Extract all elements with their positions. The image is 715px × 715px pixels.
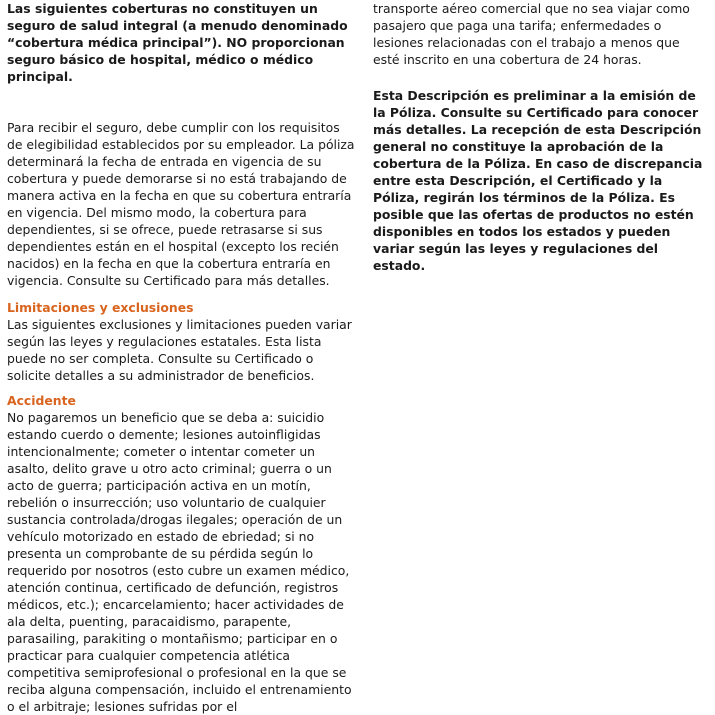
continuation-paragraph: transporte aéreo comercial que no sea viajar como pasajero que paga una tarifa; enfermedades o lesiones relacionadas con el trabajo a menos que esté inscrito en una cobertura de 24 horas. — [373, 1, 690, 67]
right-column — [373, 0, 709, 274]
disclaimer-bold-paragraph: Esta Descripción es preliminar a la emisión de la Póliza. Consulte su Certificado para conocer más detalles. La recepción de esta Descripción general no constituye la aprobación de la cobertura de la Póliza. En caso de discrepancia entre esta Descripción, el Certificado y la Póliza, regirán los términos de la Póliza. Es posible que las ofertas de productos no estén disponibles en todos los estados y pueden variar según las leyes y regulaciones del estado. — [373, 88, 703, 273]
accident-heading: Accidente — [7, 393, 76, 408]
limitations-heading: Limitaciones y exclusiones — [7, 300, 194, 315]
eligibility-paragraph: Para recibir el seguro, debe cumplir con los requisitos de elegibilidad establecidos por su empleador. La póliza determinará la fecha de entrada en vigencia de su cobertura y puede demorarse si no está trabajando de manera activa en la fecha en que su cobertura entraría en vigencia. Del mismo modo, la cobertura para dependientes, si se ofrece, puede retrasarse si sus dependientes están en el hospital (excepto los recién nacidos) en la fecha en que la cobertura entraría en vigencia. Consulte su Certificado para más detalles. — [7, 120, 355, 288]
left-column — [7, 0, 359, 715]
accident-paragraph: No pagaremos un beneficio que se deba a: suicidio estando cuerdo o demente; lesiones autoinfligidas intencionalmente; cometer o intentar cometer un asalto, delito grave u otro acto criminal; guerra o un acto de guerra; participación activa en un motín, rebelión o insurrección; uso voluntario de cualquier sustancia controlada/drogas ilegales; operación de un vehículo motorizado en estado de ebriedad; si no presenta un comprobante de su pérdida según lo requerido por nosotros (esto cubre un examen médico, atención continua, certificado de defunción, registros médicos, etc.); encarcelamiento; hacer actividades de ala delta, puenting, paracaidismo, parapente, parasailing, parakiting o montañismo; participar en o practicar para cualquier competencia atlética competitiva semiprofesional o profesional en la que se reciba alguna compensación, incluido el entrenamiento o el arbitraje; lesiones sufridas por el — [7, 410, 352, 714]
intro-bold-paragraph: Las siguientes coberturas no constituyen un seguro de salud integral (a menudo denominado “cobertura médica principal”). NO proporcionan seguro básico de hospital, médico o médico principal. — [7, 1, 348, 84]
limitations-paragraph: Las siguientes exclusiones y limitaciones pueden variar según las leyes y regulaciones estatales. Esta lista puede no ser completa. Consulte su Certificado o solicite detalles a su administrador de beneficios. — [7, 317, 352, 383]
